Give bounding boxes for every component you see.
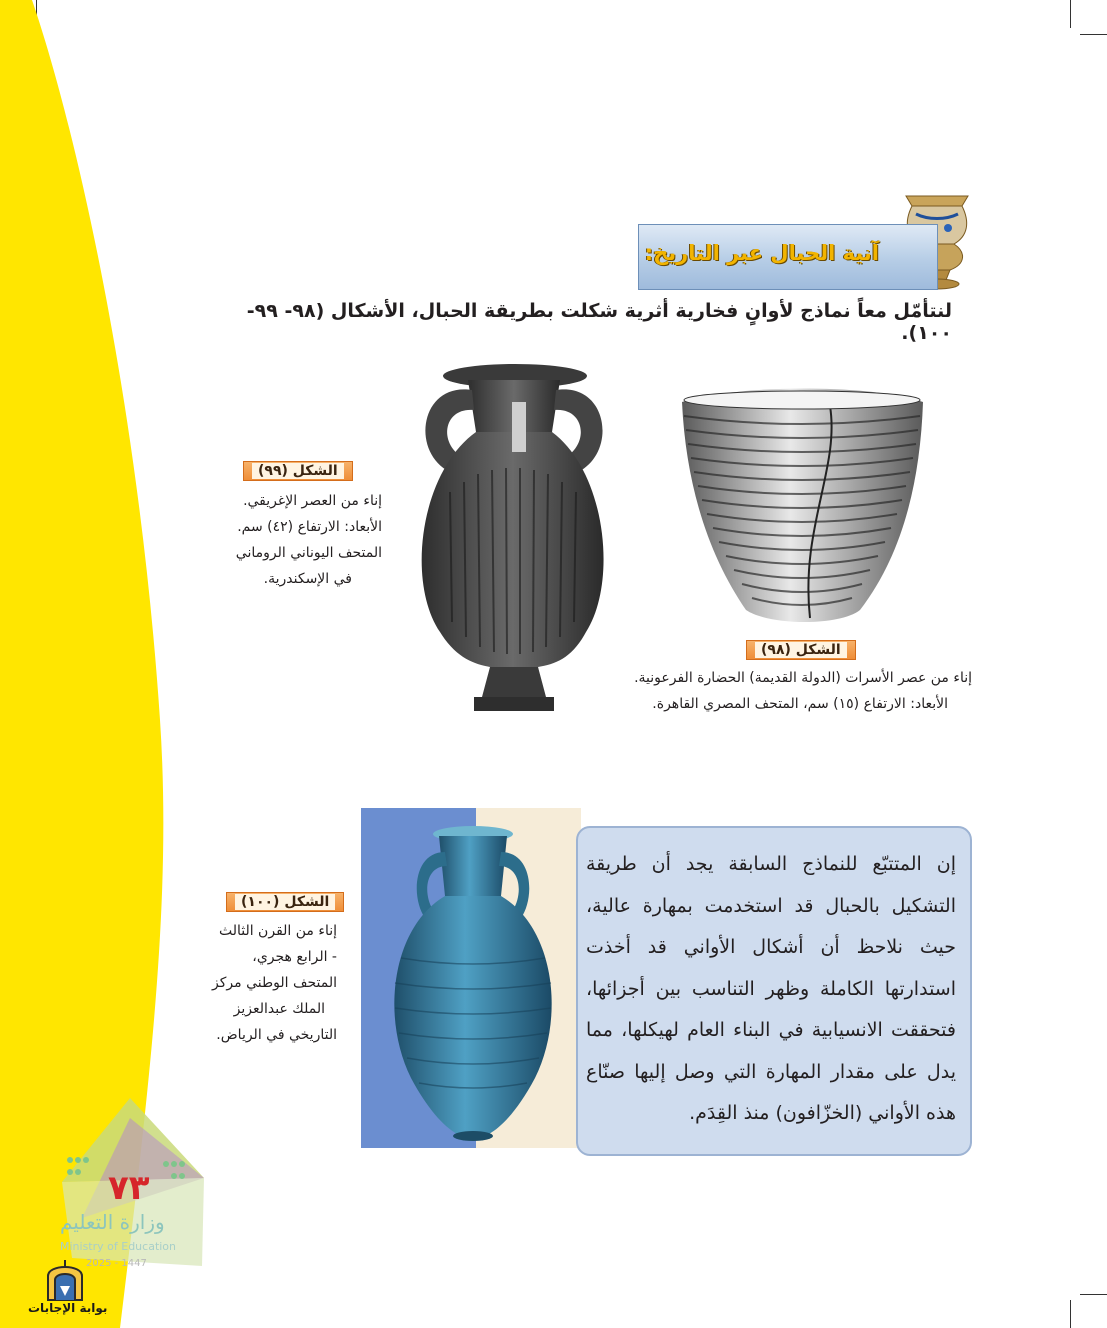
figure-98-vase-image — [680, 388, 925, 628]
caption-line: الأبعاد: الارتفاع (١٥) سم، المتحف المصري القاهرة. — [652, 696, 948, 712]
info-box-text: إن المتتبّع للنماذج السابقة يجد أن طريقة التشكيل بالحبال قد استخدمت بمهارة عالية، حيث نلاحظ أن أشكال الأواني قد أخذت استدارتها الكاملة وظهر التناسب بين أجزائها، فتحققت الانسيابية في البناء العام لهيكلها، مما يدل على مقدار المهارة التي وصل إليها صنّاع هذه الأواني (الخزّافون) منذ القِدَم. — [586, 853, 956, 1124]
info-box — [576, 826, 972, 1156]
ministry-name-arabic: وزارة التعليم — [60, 1210, 165, 1234]
caption-line: التاريخي في الرياض. — [216, 1027, 337, 1043]
figure-99-label-text: الشكل (٩٩) — [252, 463, 344, 479]
ministry-name-english: Ministry of Education — [60, 1240, 177, 1253]
section-header — [638, 224, 938, 290]
crop-mark — [1080, 34, 1107, 35]
caption-line: إناء من عصر الأسرات (الدولة القديمة) الحضارة الفرعونية. — [634, 670, 972, 686]
caption-line: إناء من القرن الثالث — [218, 923, 337, 939]
section-title: آنية الحبال عبر التاريخ: — [644, 241, 879, 265]
intro-paragraph: لنتأمّل معاً نماذج لأوانٍ فخارية أثرية شكلت بطريقة الحبال، الأشكال (٩٨- ٩٩- ١٠٠). — [246, 300, 952, 344]
figure-99-vase-image — [410, 362, 615, 717]
caption-line: الملك عبدالعزيز — [233, 1001, 325, 1017]
figure-100-label — [226, 892, 344, 912]
caption-line: في الإسكندرية. — [263, 571, 352, 587]
figure-98-label — [746, 640, 856, 660]
crop-mark — [1080, 1294, 1107, 1295]
crop-mark — [1070, 0, 1071, 28]
caption-line: الأبعاد: الارتفاع (٤٢) سم. — [237, 519, 382, 535]
figure-100-vase-image — [361, 808, 581, 1148]
page-number: ٧٣ — [108, 1168, 150, 1208]
figure-99-caption — [236, 488, 382, 592]
caption-line: - الرابع هجري، — [252, 949, 337, 965]
figure-98-label-text: الشكل (٩٨) — [755, 642, 847, 658]
caption-line: إناء من العصر الإغريقي. — [243, 493, 382, 509]
caption-line: المتحف اليوناني الروماني — [235, 545, 382, 561]
figure-100-caption — [212, 918, 337, 1048]
figure-100-label-text: الشكل (١٠٠) — [235, 894, 335, 910]
edition-year: 2025 - 1447 — [86, 1258, 147, 1269]
portal-logo-icon[interactable] — [44, 1256, 86, 1302]
caption-line: المتحف الوطني مركز — [212, 975, 337, 991]
figure-98-caption — [634, 665, 972, 717]
portal-label[interactable]: بوابة الإجابات — [28, 1301, 108, 1315]
crop-mark — [1070, 1300, 1071, 1328]
figure-99-label — [243, 461, 353, 481]
